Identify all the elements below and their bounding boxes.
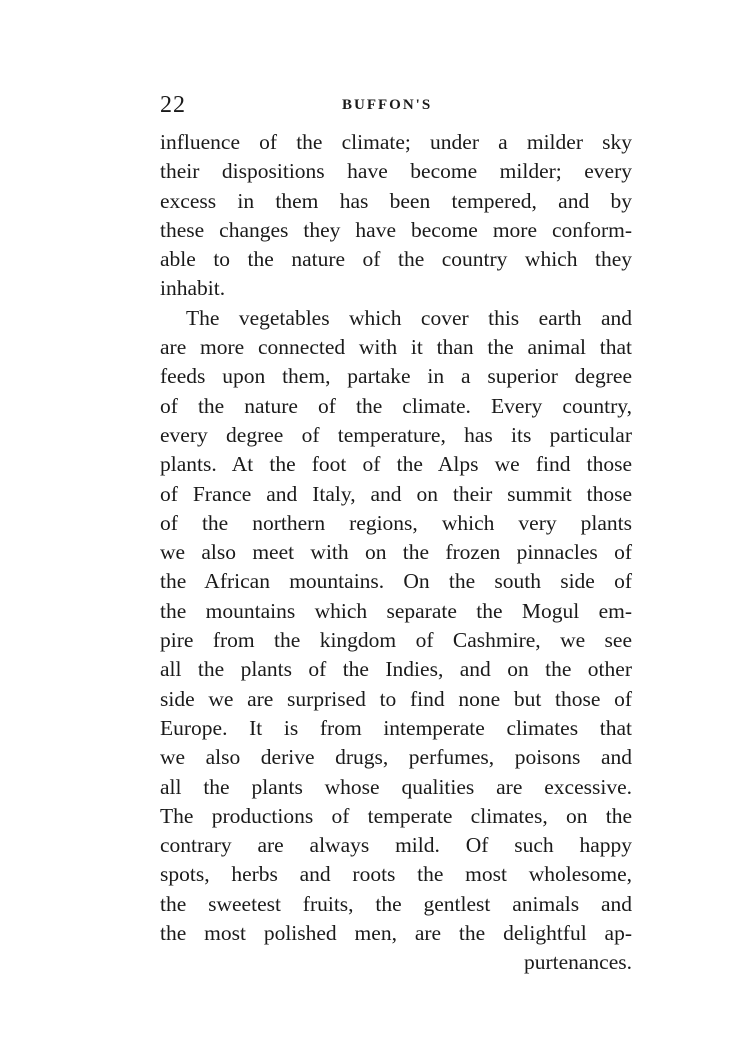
running-head: BUFFON'S: [342, 97, 433, 113]
text-line: purtenances.: [523, 950, 632, 975]
text-line: all the plants whose qualities are excessive.: [160, 774, 632, 799]
text-line: the sweetest fruits, the gentlest animals and: [160, 891, 632, 916]
text-line: pire from the kingdom of Cashmire, we see: [160, 628, 632, 653]
text-line: every degree of temperature, has its particular: [160, 422, 632, 447]
text-line: The vegetables which cover this earth and: [186, 305, 632, 330]
text-line: all the plants of the Indies, and on the other: [160, 657, 632, 682]
text-line: of the northern regions, which very plants: [160, 510, 632, 535]
text-line: plants. At the foot of the Alps we find those: [160, 452, 632, 477]
text-line: influence of the climate; under a milder sky: [160, 130, 632, 154]
text-line: we also derive drugs, perfumes, poisons and: [160, 745, 632, 770]
text-line: spots, herbs and roots the most wholesome,: [160, 862, 632, 887]
paragraph-2: [160, 304, 632, 978]
text-line: excess in them has been tempered, and by: [160, 188, 632, 213]
body-text: [160, 128, 632, 978]
text-line: of France and Italy, and on their summit those: [160, 481, 632, 506]
text-line: these changes they have become more conform-: [160, 217, 632, 242]
text-line: feeds upon them, partake in a superior degree: [160, 364, 632, 389]
text-line: we also meet with on the frozen pinnacles of: [160, 540, 632, 565]
page-number: 22: [160, 92, 186, 118]
text-line: the most polished men, are the delightful ap-: [160, 921, 632, 946]
text-line: their dispositions have become milder; every: [160, 159, 632, 184]
text-line: able to the nature of the country which they: [160, 247, 632, 272]
text-line: side we are surprised to find none but those of: [160, 686, 632, 711]
text-line: the African mountains. On the south side of: [160, 569, 632, 594]
text-line: of the nature of the climate. Every country,: [160, 393, 632, 418]
text-line: Europe. It is from intemperate climates that: [160, 715, 632, 740]
text-line: the mountains which separate the Mogul em-: [160, 598, 632, 623]
page-header: [160, 92, 640, 122]
text-line: The productions of temperate climates, on the: [160, 803, 632, 828]
text-line: are more connected with it than the animal that: [160, 335, 632, 360]
text-line: contrary are always mild. Of such happy: [160, 833, 632, 858]
text-line: inhabit.: [160, 276, 226, 301]
paragraph-1: [160, 128, 632, 304]
